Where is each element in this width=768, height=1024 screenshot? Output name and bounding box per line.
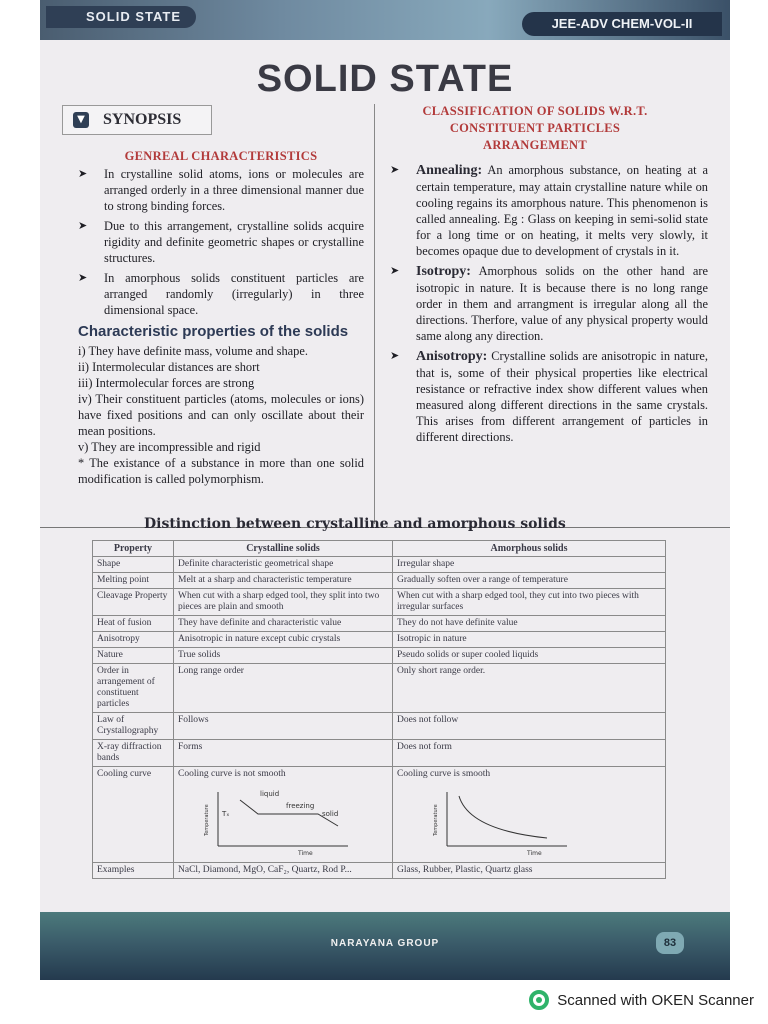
label-freezing: freezing: [286, 802, 315, 810]
cell: When cut with a sharp edged tool, they cut into two pieces with irregular surfaces: [393, 589, 666, 616]
table-row: [93, 713, 666, 740]
bullet-item: ➤ Due to this arrangement, crystalline solids acquire rigidity and definite geometric shapes or crystalline structures.: [78, 218, 364, 266]
cell: Nature: [93, 648, 174, 664]
crystalline-cooling-graph: [178, 786, 368, 856]
anisotropy-text: Crystalline solids are anisotropic in nature, that is, some of their physical properties like electrical resistance or refractive index show different values when measured along different directions in the same crystals. This arises from different arrangement of particles in different directions.: [416, 349, 708, 444]
cell: When cut with a sharp edged tool, they split into two pieces are plain and smooth: [174, 589, 393, 616]
table-row: [93, 632, 666, 648]
book-label: JEE-ADV CHEM-VOL-II: [522, 12, 722, 36]
cell: Law of Crystallography: [93, 713, 174, 740]
property-item: i) They have definite mass, volume and shape.: [78, 344, 308, 358]
scanner-watermark: [529, 990, 754, 1010]
property-item: iv) Their constituent particles (atoms, molecules or ions) have fixed positions and can only oscillate about their mean positions.: [78, 392, 364, 438]
annealing-text: An amorphous substance, on heating at a certain temperature, may attain crystalline nature while on cooling regains its amorphous nature. This phenomenon is called annealing. Eg : Glass on keeping in semi-solid state for a long time or on heating, it melts very slowly, it becomes opaque due to development of crystals in it.: [416, 163, 708, 258]
oken-logo-icon: [529, 990, 549, 1010]
header-amorphous: Amorphous solids: [393, 541, 666, 557]
cell-text: Cooling curve is not smooth: [178, 769, 286, 779]
publisher-label: NARAYANA GROUP: [330, 938, 440, 949]
cell: Heat of fusion: [93, 616, 174, 632]
cell: Melting point: [93, 573, 174, 589]
cell: X-ray diffraction bands: [93, 740, 174, 767]
amorphous-curve: [459, 796, 547, 838]
cell: Does not form: [393, 740, 666, 767]
label-solid: solid: [322, 810, 339, 818]
table-row: [93, 863, 666, 879]
cell: Shape: [93, 557, 174, 573]
cell: Does not follow: [393, 713, 666, 740]
synopsis-label: SYNOPSIS: [103, 111, 182, 128]
property-item: iii) Intermolecular forces are strong: [78, 376, 255, 390]
label-liquid: liquid: [260, 790, 280, 798]
cell: NaCl, Diamond, MgO, CaF₂, Quartz, Rod P...: [174, 863, 393, 879]
chapter-label: SOLID STATE: [46, 6, 196, 28]
properties-subheading: Characteristic properties of the solids: [78, 323, 349, 340]
table-row: [93, 740, 666, 767]
table-title: Distinction between crystalline and amorphous solids: [144, 516, 566, 532]
annealing-term: Annealing:: [416, 163, 483, 178]
classification-heading: CLASSIFICATION OF SOLIDS W.R.T. CONSTITUENT PARTICLES ARRANGEMENT: [422, 104, 648, 152]
page-title: SOLID STATE: [256, 58, 514, 100]
isotropy-item: [390, 263, 708, 344]
cell: Gradually soften over a range of temperature: [393, 573, 666, 589]
table-header-row: [93, 541, 666, 557]
cell: Pseudo solids or super cooled liquids: [393, 648, 666, 664]
right-column: [390, 160, 708, 449]
table-row: [93, 573, 666, 589]
cell: Isotropic in nature: [393, 632, 666, 648]
property-item: ii) Intermolecular distances are short: [78, 360, 260, 374]
property-item: v) They are incompressible and rigid: [78, 440, 261, 454]
cell: Long range order: [174, 664, 393, 713]
distinction-table: [92, 540, 666, 879]
table-row: [93, 589, 666, 616]
cooling-curve-amorphous-cell: [393, 767, 666, 863]
cell-text: Cooling curve is smooth: [397, 769, 491, 779]
label-time: Time: [298, 850, 313, 856]
cell: Forms: [174, 740, 393, 767]
left-column: [78, 148, 364, 487]
label-temperature: Temperature: [433, 804, 439, 836]
table-row: [93, 664, 666, 713]
isotropy-text: Amorphous solids on the other hand are isotropic in nature. It is because there is no long range order in them and arrangment is irregular along all the directions. Therfore, value of any physical property would same along any direction.: [416, 264, 708, 343]
cell: Irregular shape: [393, 557, 666, 573]
cell: Anisotropic in nature except cubic crystals: [174, 632, 393, 648]
cell: Order in arrangement of constituent particles: [93, 664, 174, 713]
amorphous-cooling-graph: [397, 786, 587, 856]
cell: They do not have definite value: [393, 616, 666, 632]
bullet-item: ➤ In crystalline solid atoms, ions or molecules are arranged orderly in a three dimensional manner due to strong binding forces.: [78, 166, 364, 214]
table-row: [93, 616, 666, 632]
column-divider: [374, 104, 375, 524]
anisotropy-term: Anisotropy:: [416, 349, 488, 364]
cell: True solids: [174, 648, 393, 664]
page-number: 83: [656, 932, 684, 954]
general-characteristics-heading: GENREAL CHARACTERISTICS: [124, 149, 318, 163]
property-item: * The existance of a substance in more than one solid modification is called polymorphism.: [78, 456, 364, 486]
bullet-item: ➤ In amorphous solids constituent particles are arranged randomly (irregularly) in three dimensional space.: [78, 270, 364, 318]
arrow-down-icon: ▼: [73, 112, 89, 128]
cell: Cooling curve: [93, 767, 174, 863]
cell: They have definite and characteristic value: [174, 616, 393, 632]
isotropy-term: Isotropy:: [416, 264, 471, 279]
cell: Cleavage Property: [93, 589, 174, 616]
cell: Anisotropy: [93, 632, 174, 648]
cooling-curve-crystalline-cell: [174, 767, 393, 863]
anisotropy-item: [390, 348, 708, 445]
header-property: Property: [93, 541, 174, 557]
cell: Follows: [174, 713, 393, 740]
cell: Glass, Rubber, Plastic, Quartz glass: [393, 863, 666, 879]
header-crystalline: Crystalline solids: [174, 541, 393, 557]
table-row: [93, 557, 666, 573]
table-row: [93, 767, 666, 863]
label-time: Time: [527, 850, 542, 856]
table-row: [93, 648, 666, 664]
scanner-label: Scanned with OKEN Scanner: [557, 991, 754, 1009]
cell: Melt at a sharp and characteristic temperature: [174, 573, 393, 589]
synopsis-box: [62, 105, 212, 135]
cell: Only short range order.: [393, 664, 666, 713]
cell: Examples: [93, 863, 174, 879]
annealing-item: [390, 162, 708, 259]
label-temperature: Temperature: [204, 804, 210, 836]
cell: Definite characteristic geometrical shape: [174, 557, 393, 573]
book-page: [40, 0, 730, 980]
label-tf: Tₓ: [222, 810, 230, 818]
